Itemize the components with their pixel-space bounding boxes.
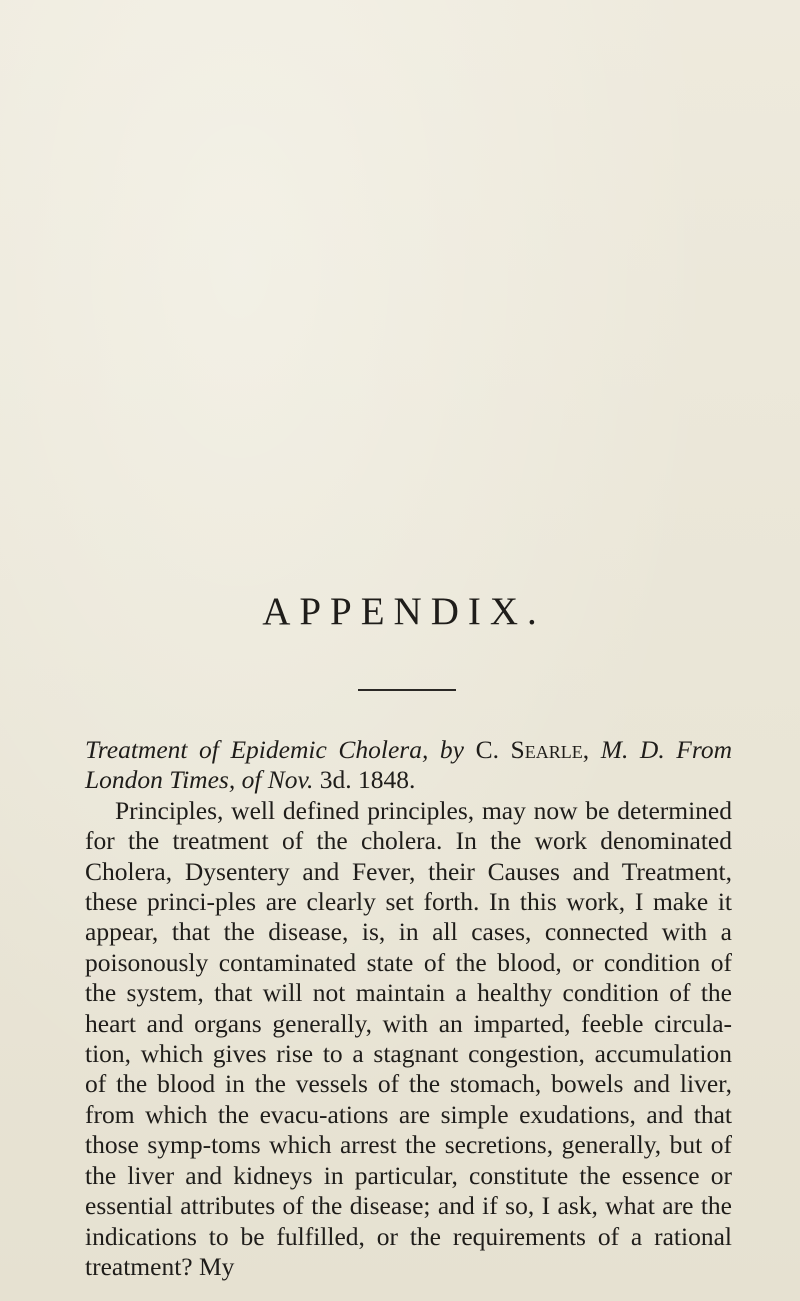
citation-date: 3d. 1848. <box>319 765 416 795</box>
citation-source: M. D. From London Times, of Nov. <box>85 735 733 795</box>
body-paragraph: Principles, well defined principles, may now be determined for the treatment of the cholera. In the work denominated Cholera, Dysentery and Fever, their Causes and Treatment, these princi-ples are clearly set forth. In this work, I make it appear, that the disease, is, in all cases, connected with a poisonously contaminated state of the blood, or condition of the system, that will not maintain a healthy condition of the heart and organs generally, with an imparted, feeble circula-tion, which gives rise to a stagnant congestion, accumulation of the blood in the vessels of the stomach, bowels and liver, from which the evacu-ations are simple exudations, and that those symp-toms which arrest the secretions, generally, but of the liver and kidneys in particular, constitute the essence or essential attributes of the disease; and if so, I ask, what are the indications to be fulfilled, or the requirements of a rational treatment? My <box>85 795 732 1281</box>
citation-author: C. Searle, <box>475 735 590 764</box>
citation-line <box>85 735 732 796</box>
citation-title: Treatment of Epidemic Cholera, by <box>85 735 464 764</box>
heading-divider <box>358 689 456 691</box>
page-body <box>85 735 732 1282</box>
page-heading: APPENDIX. <box>262 590 546 633</box>
